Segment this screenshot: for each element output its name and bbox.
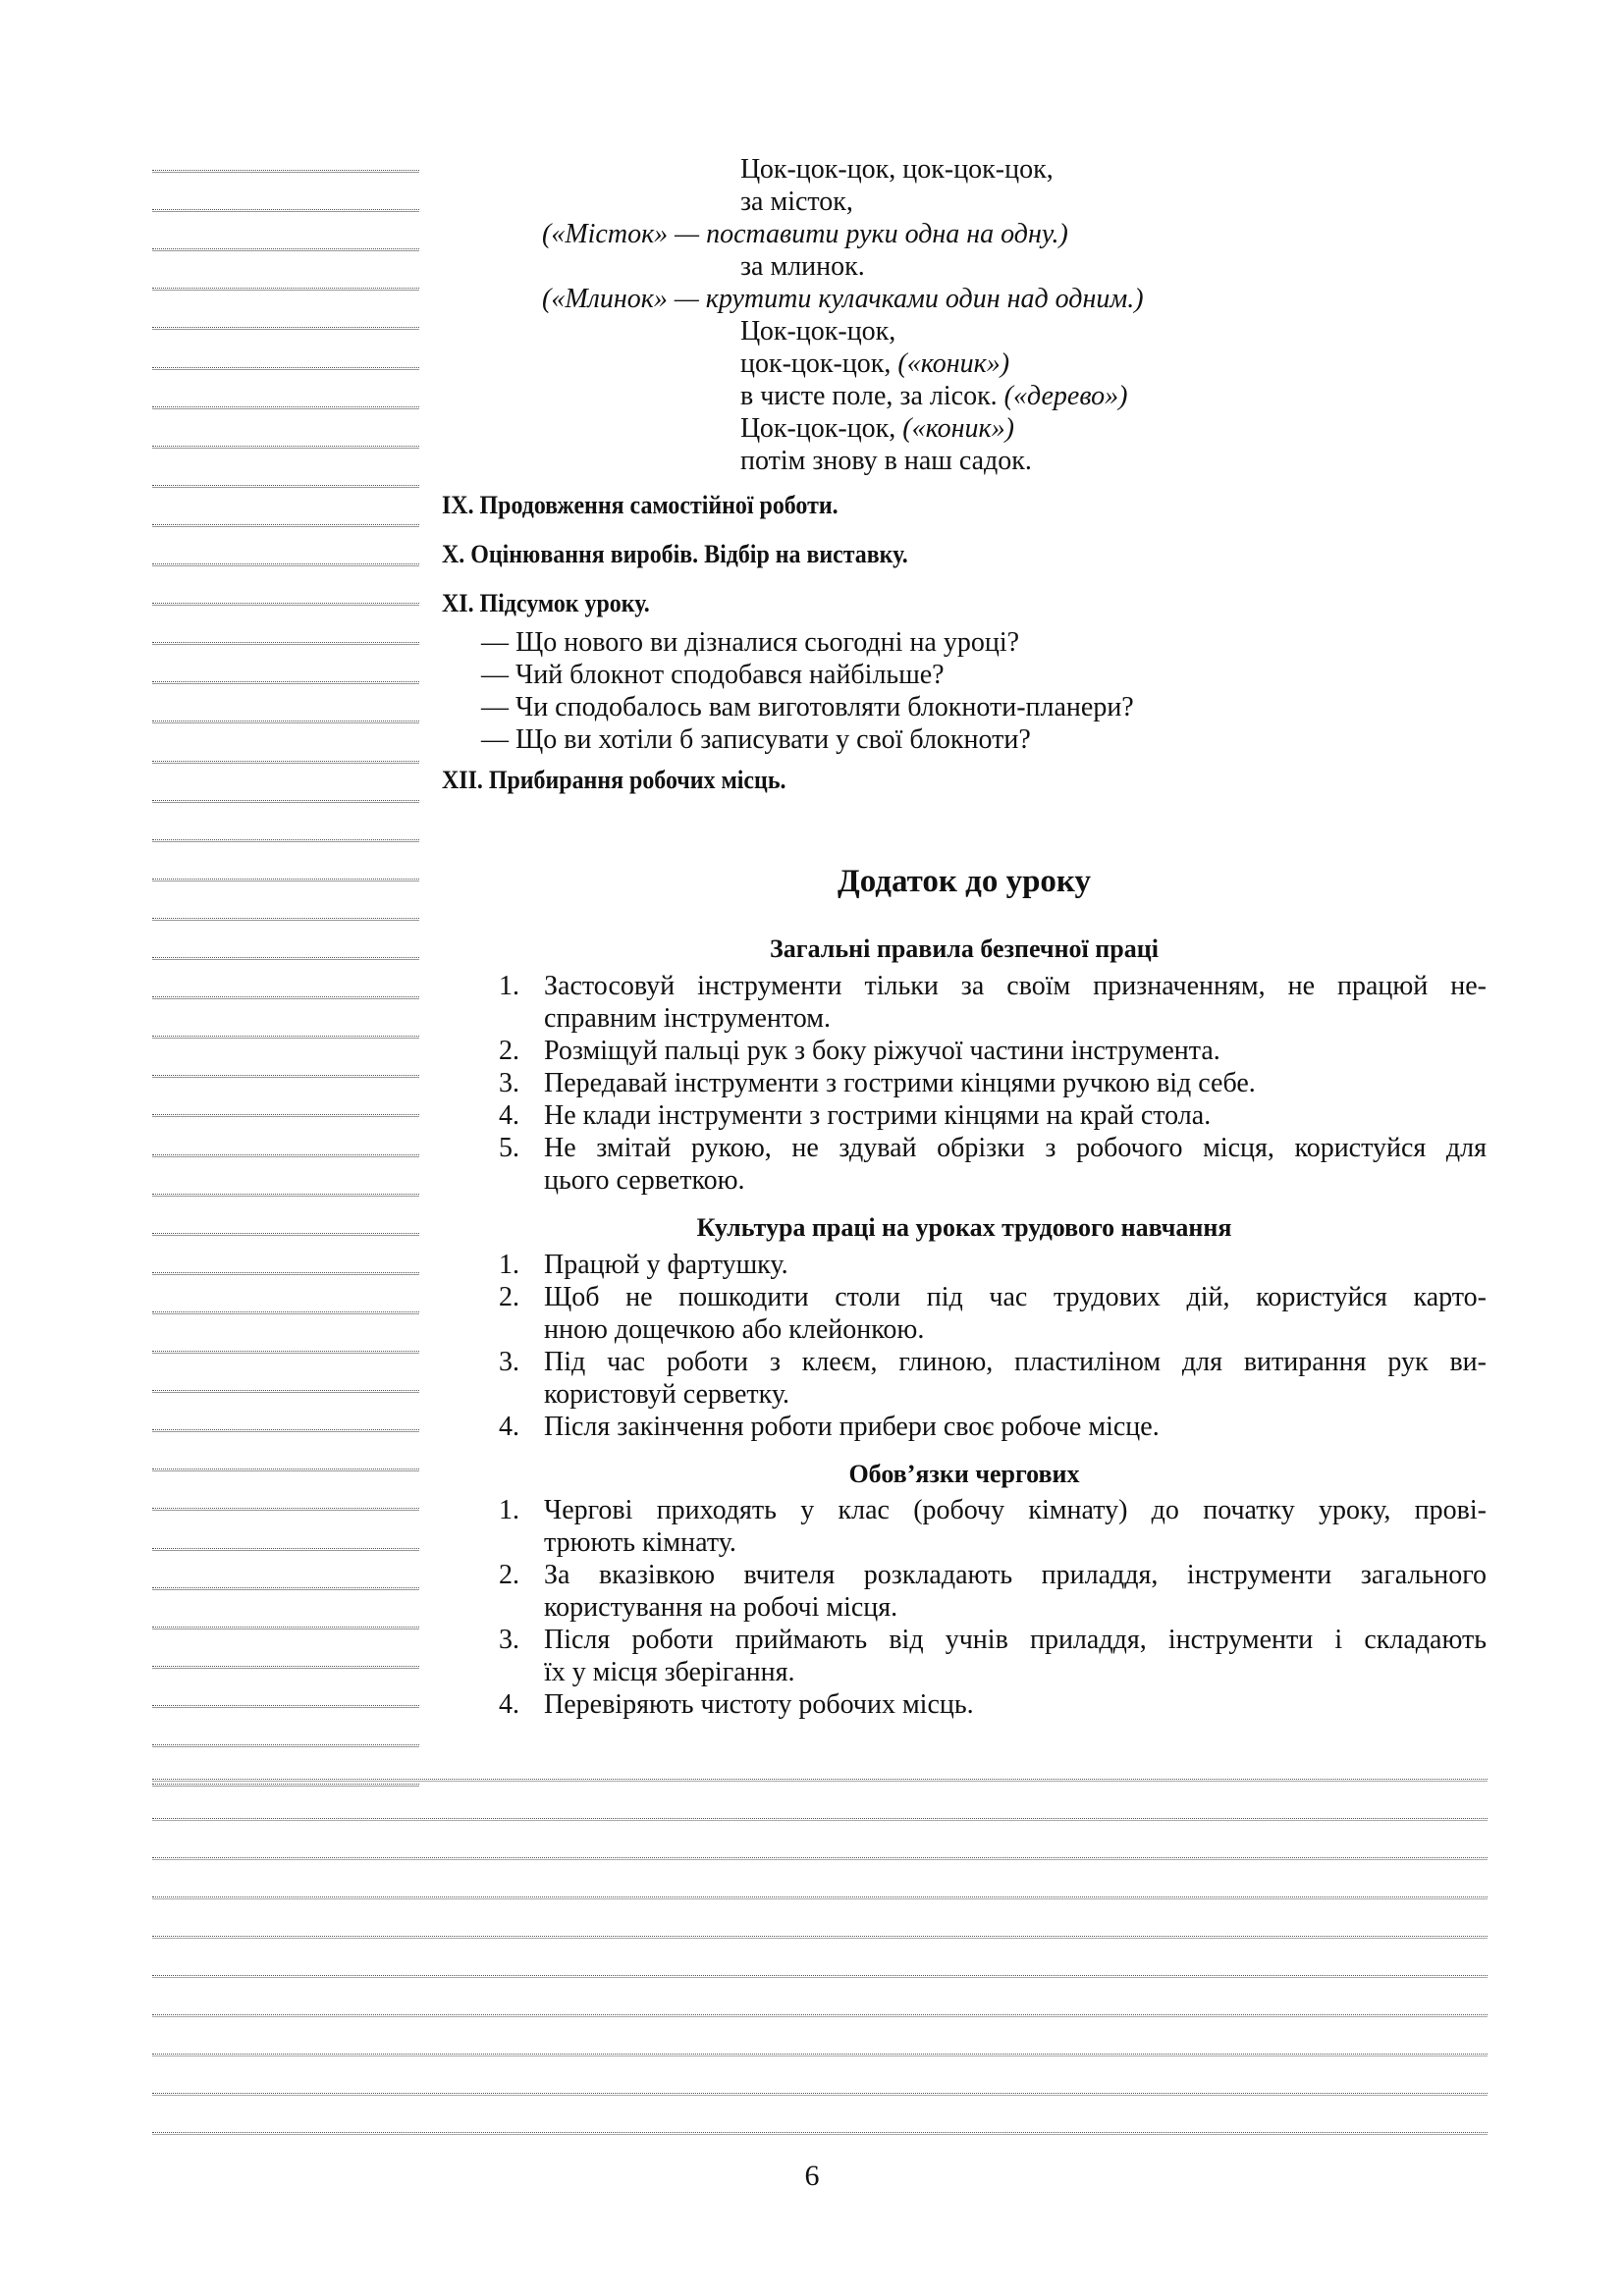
list-item-number: 2. (499, 1282, 519, 1312)
list-item-number: 5. (499, 1133, 519, 1163)
list-item-continuation: їх у місця зберігання. (544, 1657, 795, 1687)
margin-line (152, 603, 419, 604)
question-4: — Що ви хотіли б записувати у свої блокноти? (481, 724, 1031, 755)
list-item: Не змітай рукою, не здувай обрізки з робочого місця, користуйся для (544, 1133, 1487, 1163)
margin-line (152, 1311, 419, 1312)
list-item: Не клади інструменти з гострими кінцями на край стола. (544, 1100, 1212, 1131)
note-line (152, 2093, 1488, 2094)
list-item-number: 1. (499, 1495, 519, 1525)
poem-line-1: Цок-цок-цок, цок-цок-цок, (740, 154, 1054, 185)
list-item: Застосовуй інструменти тільки за своїм призначенням, не працюй не- (544, 971, 1487, 1001)
list-item-number: 2. (499, 1560, 519, 1590)
poem-text: Цок-цок-цок, (740, 413, 903, 444)
poem-note-1: («Місток» — поставити руки одна на одну.) (542, 219, 1068, 249)
list-item: Передавай інструменти з гострими кінцями ручкою від себе. (544, 1068, 1256, 1098)
margin-line (152, 563, 419, 564)
question-2: — Чий блокнот сподобався найбільше? (481, 660, 945, 690)
list-item-number: 2. (499, 1036, 519, 1066)
list-item: Чергові приходять у клас (робочу кімнату) до початку уроку, прові- (544, 1495, 1487, 1525)
list-item-continuation: трюють кімнату. (544, 1527, 736, 1558)
list-item-continuation: справним інструментом. (544, 1003, 831, 1034)
margin-line (152, 1075, 419, 1076)
note-line (152, 1857, 1488, 1858)
margin-line (152, 1429, 419, 1430)
list-item: За вказівкою вчителя розкладають приладдя, інструменти загального (544, 1560, 1487, 1590)
section-x: X. Оцінювання виробів. Відбір на виставку. (442, 540, 908, 568)
question-1: — Що нового ви дізналися сьогодні на уроці? (481, 627, 1020, 658)
safety-title: Загальні правила безпечної праці (770, 934, 1159, 963)
margin-line (152, 996, 419, 997)
poem-line-2: за місток, (740, 187, 853, 217)
list-item: Щоб не пошкодити столи під час трудових дій, користуйся карто- (544, 1282, 1487, 1312)
note-line (152, 1936, 1488, 1937)
margin-line (152, 839, 419, 840)
list-item-number: 4. (499, 1412, 519, 1442)
poem-gesture: («коник») (902, 413, 1014, 444)
margin-line (152, 406, 419, 407)
list-item-number: 3. (499, 1068, 519, 1098)
list-item: Після закінчення роботи прибери своє робоче місце. (544, 1412, 1160, 1442)
margin-line (152, 1114, 419, 1115)
section-ix: IX. Продовження самостійної роботи. (442, 491, 839, 519)
note-line (152, 2132, 1488, 2133)
poem-line-7 (740, 412, 1014, 445)
appendix-title: Додаток до уроку (838, 864, 1091, 899)
poem-gesture: («дерево») (1003, 381, 1128, 411)
margin-line (152, 918, 419, 919)
margin-line (152, 1351, 419, 1352)
list-item-number: 4. (499, 1689, 519, 1720)
list-item: Під час роботи з клеєм, глиною, пластиліном для витирання рук ви- (544, 1347, 1487, 1377)
margin-line (152, 170, 419, 171)
note-line (152, 1975, 1488, 1976)
note-line (152, 1818, 1488, 1819)
margin-line (152, 1390, 419, 1391)
margin-line (152, 1036, 419, 1037)
margin-line (152, 367, 419, 368)
note-line (152, 1896, 1488, 1897)
list-item-continuation: цього серветкою. (544, 1165, 745, 1196)
margin-line (152, 1548, 419, 1549)
margin-line (152, 1705, 419, 1706)
margin-line (152, 288, 419, 289)
section-xii: XII. Прибирання робочих місць. (442, 766, 786, 794)
margin-line (152, 761, 419, 762)
margin-line (152, 1744, 419, 1745)
note-line (152, 1779, 1488, 1780)
margin-line (152, 1587, 419, 1588)
poem-text: цок-цок-цок, (740, 348, 898, 379)
duties-title: Обов’язки чергових (848, 1460, 1080, 1488)
margin-line (152, 1272, 419, 1273)
list-item-number: 4. (499, 1100, 519, 1131)
margin-line (152, 800, 419, 801)
margin-line (152, 642, 419, 643)
list-item-number: 3. (499, 1347, 519, 1377)
list-item-number: 1. (499, 1250, 519, 1280)
list-item: Після роботи приймають від учнів приладдя, інструменти і складають (544, 1625, 1487, 1655)
margin-line (152, 446, 419, 447)
question-3: — Чи сподобалось вам виготовляти блокноти-планери? (481, 692, 1134, 722)
list-item: Перевіряють чистоту робочих місць. (544, 1689, 974, 1720)
section-xi: XI. Підсумок уроку. (442, 589, 650, 617)
margin-line (152, 681, 419, 682)
margin-line (152, 1666, 419, 1667)
margin-line (152, 1784, 419, 1785)
poem-line-4: Цок-цок-цок, (740, 316, 896, 347)
poem-line-3: за млинок. (740, 251, 865, 282)
culture-title: Культура праці на уроках трудового навчання (696, 1213, 1232, 1242)
list-item: Працюй у фартушку. (544, 1250, 788, 1280)
list-item-number: 1. (499, 971, 519, 1001)
note-line (152, 2014, 1488, 2015)
list-item-continuation: користування на робочі місця. (544, 1592, 898, 1623)
margin-line (152, 327, 419, 328)
margin-line (152, 1194, 419, 1195)
poem-line-6 (740, 380, 1127, 412)
list-item: Розміщуй пальці рук з боку ріжучої частини інструмента. (544, 1036, 1220, 1066)
margin-line (152, 485, 419, 486)
note-line (152, 2054, 1488, 2055)
list-item-number: 3. (499, 1625, 519, 1655)
list-item-continuation: нною дощечкою або клейонкою. (544, 1314, 925, 1345)
margin-line (152, 248, 419, 249)
page-number: 6 (804, 2160, 820, 2192)
poem-text: в чисте поле, за лісок. (740, 381, 1004, 411)
poem-line-8: потім знову в наш садок. (740, 446, 1032, 476)
poem-note-2: («Млинок» — крутити кулачками один над одним.) (542, 284, 1144, 314)
margin-line (152, 1154, 419, 1155)
margin-line (152, 1627, 419, 1628)
margin-line (152, 1508, 419, 1509)
poem-gesture: («коник») (897, 348, 1010, 379)
poem-line-5 (740, 347, 1009, 380)
margin-line (152, 524, 419, 525)
list-item-continuation: користовуй серветку. (544, 1379, 790, 1410)
margin-line (152, 209, 419, 210)
